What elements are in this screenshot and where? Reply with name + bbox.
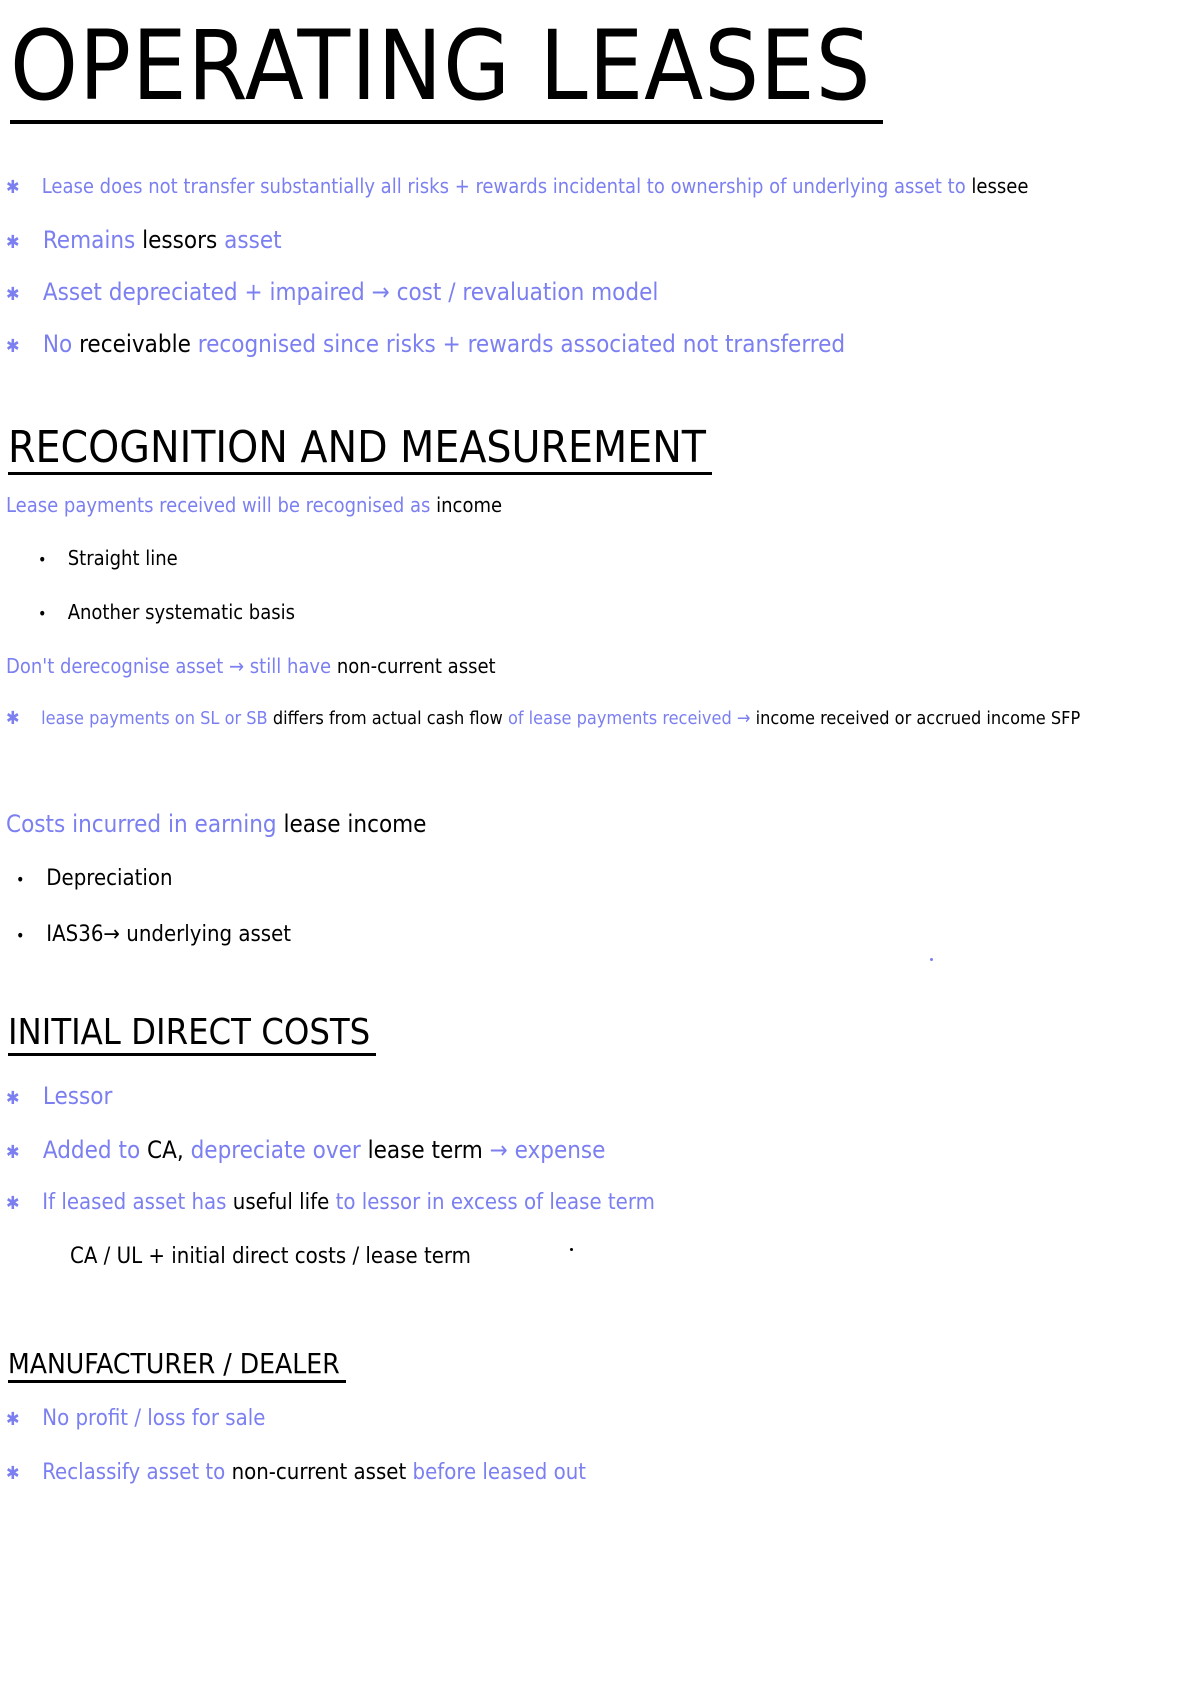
list-item: • Depreciation <box>16 866 173 891</box>
stray-dot <box>930 958 933 961</box>
list-item: • Another systematic basis <box>38 600 296 624</box>
section-heading-initial-direct-costs: INITIAL DIRECT COSTS <box>8 1015 376 1056</box>
asterisk-icon: ✱ <box>6 1088 20 1109</box>
asterisk-icon: ✱ <box>6 708 20 729</box>
asterisk-icon: ✱ <box>6 232 20 253</box>
section-heading-recognition: RECOGNITION AND MEASUREMENT <box>8 426 712 475</box>
list-item: ✱ Reclassify asset to non-current asset before leased out <box>6 1460 586 1485</box>
bullet-icon: • <box>16 926 25 945</box>
list-item: Don't derecognise asset → still have non-current asset <box>6 654 496 678</box>
bullet-icon: • <box>16 870 25 889</box>
list-item: • IAS36→ underlying asset <box>16 922 292 947</box>
list-item: • Straight line <box>38 546 178 570</box>
list-item: Costs incurred in earning lease income <box>6 810 427 838</box>
list-item: ✱ Remains lessors asset <box>6 226 282 254</box>
asterisk-icon: ✱ <box>6 284 20 305</box>
list-item: ✱ If leased asset has useful life to lessor in excess of lease term <box>6 1190 655 1215</box>
list-item: Lease payments received will be recognised as income <box>6 493 503 517</box>
section-heading-manufacturer-dealer: MANUFACTURER / DEALER <box>8 1350 346 1383</box>
asterisk-icon: ✱ <box>6 1463 20 1484</box>
list-item: ✱ Added to CA, depreciate over lease term → expense <box>6 1136 606 1164</box>
page-title: OPERATING LEASES <box>10 18 883 124</box>
bullet-icon: • <box>38 604 47 623</box>
bullet-icon: • <box>38 550 47 569</box>
stray-dot <box>570 1248 573 1251</box>
list-item: ✱ Asset depreciated + impaired → cost / revaluation model <box>6 278 659 306</box>
asterisk-icon: ✱ <box>6 1409 20 1430</box>
list-item: ✱ lease payments on SL or SB differs from actual cash flow of lease payments received → income received or accrued income SFP <box>6 708 1081 729</box>
list-item: ✱ No profit / loss for sale <box>6 1406 266 1431</box>
list-item: ✱ No receivable recognised since risks + rewards associated not transferred <box>6 330 846 358</box>
asterisk-icon: ✱ <box>6 336 20 357</box>
asterisk-icon: ✱ <box>6 1193 20 1214</box>
list-item: ✱ Lessor <box>6 1082 113 1110</box>
asterisk-icon: ✱ <box>6 1142 20 1163</box>
asterisk-icon: ✱ <box>6 177 20 198</box>
list-item: ✱ Lease does not transfer substantially all risks + rewards incidental to ownership of underlying asset to lessee <box>6 174 1029 198</box>
formula-line: CA / UL + initial direct costs / lease term <box>70 1244 471 1269</box>
